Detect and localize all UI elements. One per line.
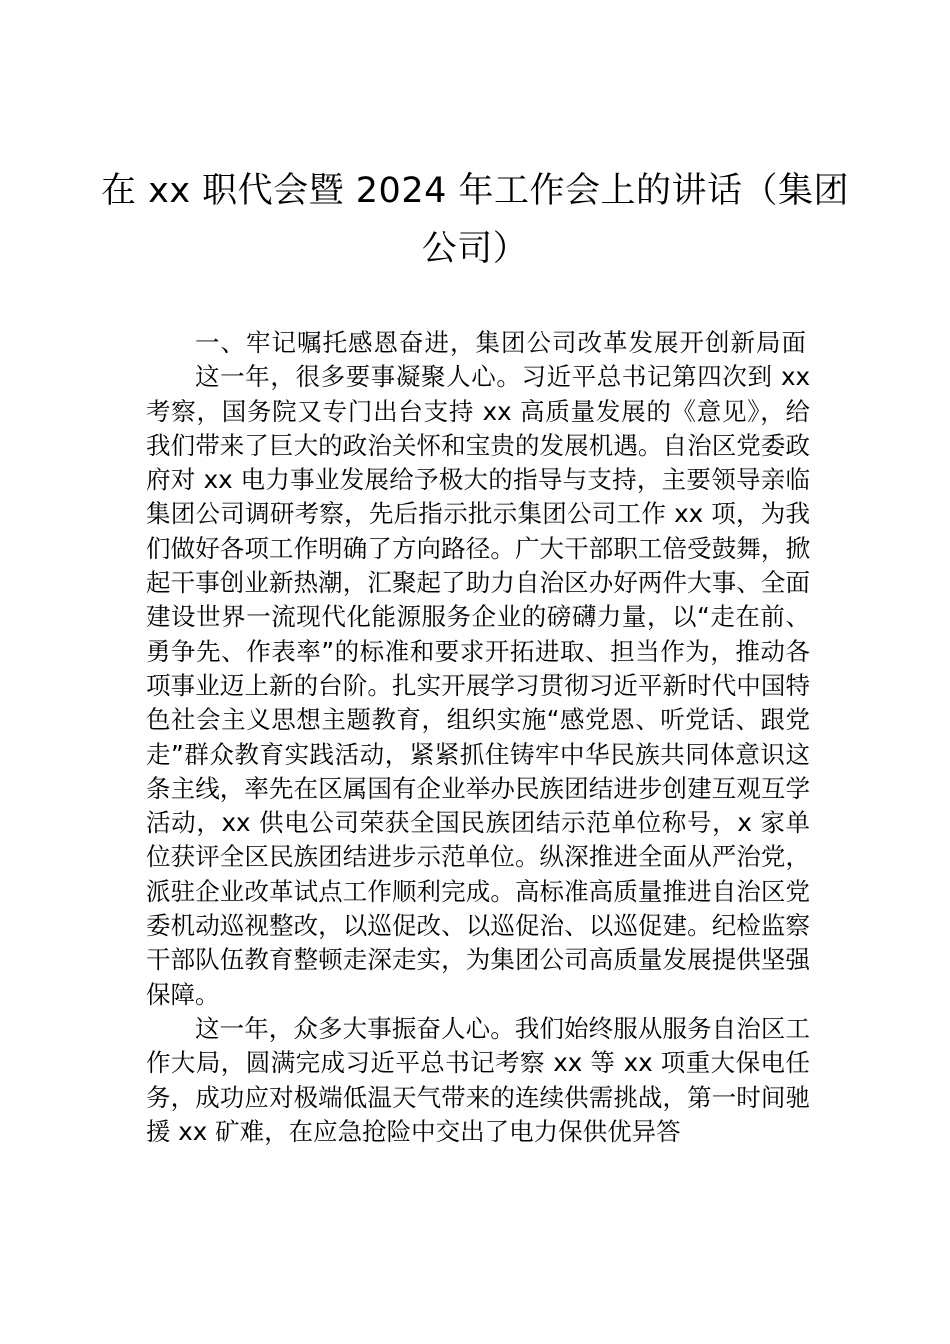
paragraph-1: 这一年，很多要事凝聚人心。习近平总书记第四次到 xx 考察，国务院又专门出台支持 xx 高质量发展的《意见》，给我们带来了巨大的政治关怀和宝贵的发展机遇。自治区党委政府对 xx 电力事业发展给予极大的指导与支持，主要领导亲临集团公司调研考察，先后指示批示集团公司工作 xx 项，为我们做好各项工作明确了方向路径。广大干部职工倍受鼓舞，掀起干事创业新热潮，汇聚起了助力自治区办好两件大事、全面建设世界一流现代化能源服务企业的磅礴力量，以“走在前、勇争先、作表率”的标准和要求开拓进取、担当作为，推动各项事业迈上新的台阶。扎实开展学习贯彻习近平新时代中国特色社会主义思想主题教育，组织实施“感党恩、听党话、跟党走”群众教育实践活动，紧紧抓住铸牢中华民族共同体意识这条主线，率先在区属国有企业举办民族团结进步创建互观互学活动，xx 供电公司荣获全国民族团结示范单位称号，x 家单位获评全区民族团结进步示范单位。纵深推进全面从严治党，派驻企业改革试点工作顺利完成。高标准高质量推进自治区党委机动巡视整改，以巡促改、以巡促治、以巡促建。纪检监察干部队伍教育整顿走深走实，为集团公司高质量发展提供坚强保障。 — [146, 362, 810, 1009]
document-body — [146, 326, 810, 1149]
paragraph-2: 这一年，众多大事振奋人心。我们始终服从服务自治区工作大局，圆满完成习近平总书记考察 xx 等 xx 项重大保电任务，成功应对极端低温天气带来的连续供需挑战，第一时间驰援 xx 矿难，在应急抢险中交出了电力保供优异答 — [146, 1013, 810, 1146]
section-heading: 一、牢记嘱托感恩奋进，集团公司改革发展开创新局面 — [195, 328, 807, 357]
document-title: 在 xx 职代会暨 2024 年工作会上的讲话（集团公司） — [100, 171, 849, 269]
